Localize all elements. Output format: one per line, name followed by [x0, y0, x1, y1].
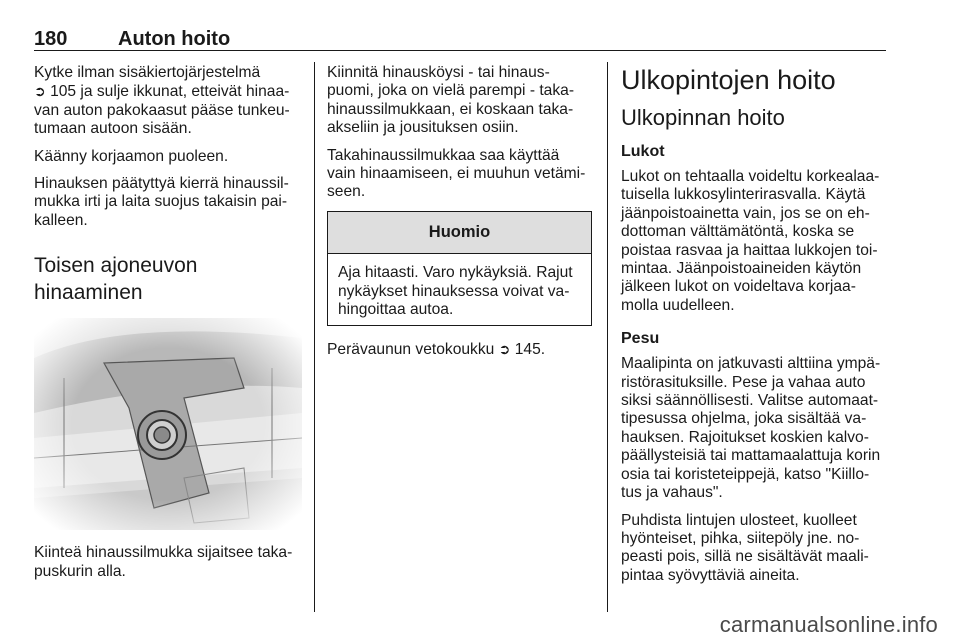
column-middle: [327, 64, 592, 369]
section-heading-exterior-care: Ulkopintojen hoito: [621, 65, 836, 95]
paragraph-trailer-hitch: Perävaunun vetokoukku ➲ 145.: [327, 341, 546, 359]
paragraph-rear-eye-use: Takahinaussilmukkaa saa käyttää vain hinaamiseen, ei muuhun vetämi-seen.: [327, 146, 586, 201]
paragraph-recirculation: Kytke ilman sisäkiertojärjestelmä ➲ 105 ja sulje ikkunat, etteivät hinaa-van auton pakokaasut pääse tunkeu-tumaan autoon sisään.: [34, 64, 290, 138]
topic-heading-washing: Pesu: [621, 330, 660, 348]
notice-box: [327, 211, 592, 327]
column-right: [621, 64, 889, 594]
towing-eye-illustration: [34, 318, 302, 530]
paragraph-after-towing: Hinauksen päätyttyä kierrä hinaussil-mukka irti ja laita suojus takaisin pai-kalleen.: [34, 175, 289, 229]
topic-heading-locks: Lukot: [621, 143, 665, 160]
cross-reference-icon[interactable]: ➲: [498, 341, 511, 358]
paragraph-washing: Maalipinta on jatkuvasti alttiina ympä-ristörasituksille. Pese ja vahaa auto siksi säännöllisesti. Valitse automaat-tipesussa ohjelma, joka sisältää va-hauksen. Rajoitukset koskien kalvo-päällysteisiä tai mattamaalattuja korin osia tai koristeteippejä, katso "Kiillo-tus ja vahaus".: [621, 355, 881, 502]
header-divider: [34, 50, 886, 51]
paragraph-tow-rope: Kiinnitä hinausköysi - tai hinaus-puomi, joka on vielä parempi - taka-hinaussilmukkaan, ei koskaan taka-akseliin ja jousituksen osiin.: [327, 64, 575, 137]
notice-body: Aja hitaasti. Varo nykäyksiä. Rajut nykäykset hinauksessa voivat va-hingoittaa autoa.: [338, 264, 573, 319]
page-title: Auton hoito: [118, 28, 231, 50]
page-number: 180: [34, 28, 68, 50]
column-divider-2: [607, 62, 608, 612]
section-heading-towing-other: Toisen ajoneuvon hinaaminen: [34, 254, 198, 305]
paragraph-cleaning: Puhdista lintujen ulosteet, kuolleet hyönteiset, pihka, siitepöly jne. no-peasti pois, sillä ne sisältävät maali-pintaa syövyttäviä aineita.: [621, 511, 869, 584]
subsection-heading-exterior: Ulkopinnan hoito: [621, 105, 785, 130]
watermark-text: carmanualsonline.info: [719, 612, 938, 637]
paragraph-locks: Lukot on tehtaalla voideltu korkealaa-tuisella lukkosylinterirasvalla. Käytä jäänpoistoainetta vain, jos se on eh-dottoman välttämätöntä, koska se poistaa rasvaa ja haittaa lukkojen toi-mintaa. Jäänpoistoaineiden käytön jälkeen lukot on voideltava korjaa-molla uudelleen.: [621, 168, 880, 314]
paragraph-workshop: Käänny korjaamon puoleen.: [34, 147, 229, 165]
figure-caption: Kiinteä hinaussilmukka sijaitsee taka-puskurin alla.: [34, 544, 293, 580]
notice-title: Huomio: [328, 212, 591, 254]
cross-reference-icon[interactable]: ➲: [34, 83, 46, 100]
column-left: [34, 64, 302, 590]
column-divider-1: [314, 62, 315, 612]
